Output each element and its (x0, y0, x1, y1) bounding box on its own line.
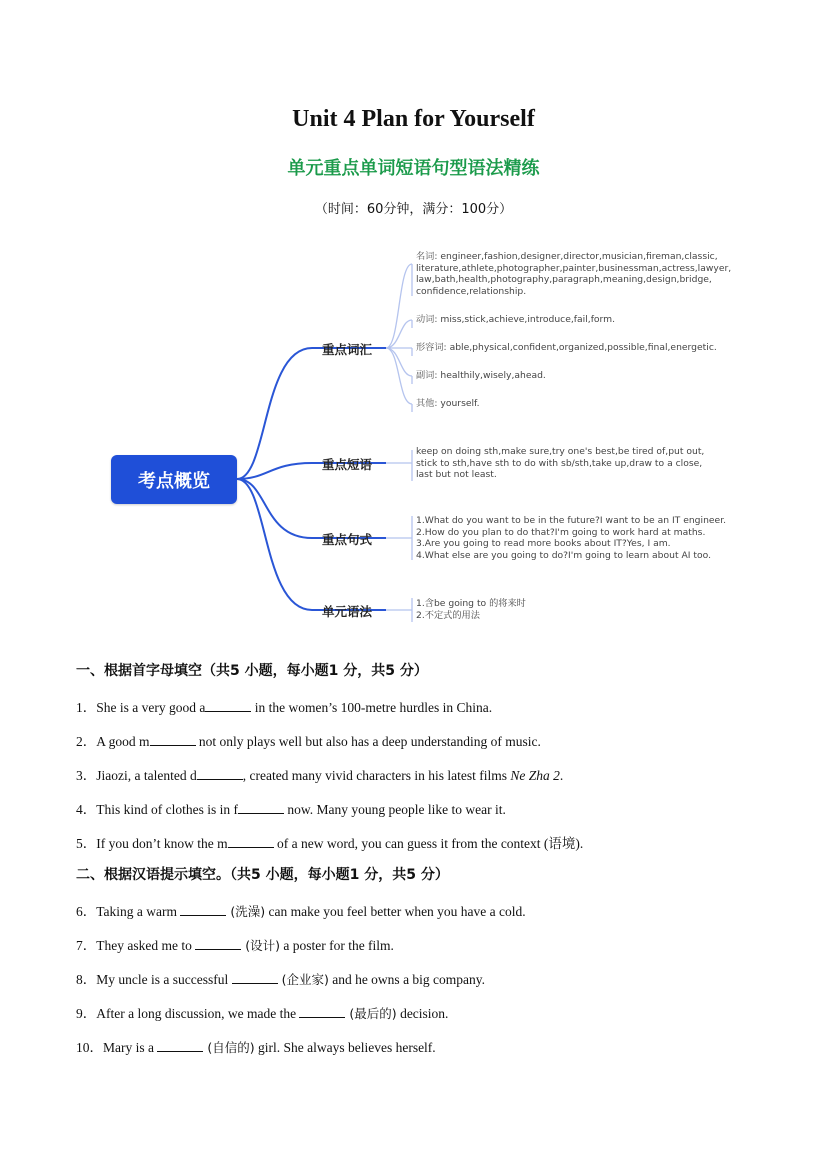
question-item (76, 934, 394, 954)
phrases-line: last but not least. (416, 469, 497, 481)
phrases-list (416, 446, 704, 481)
question-item (76, 832, 583, 852)
question-text: of a new word, you can guess it from the context (语境). (273, 836, 584, 851)
question-item (76, 798, 506, 818)
vocab-verbs-label: 动词: (416, 314, 438, 325)
category-phrases: 重点短语 (322, 457, 373, 472)
question-number: 10． (76, 1040, 103, 1055)
question-item (76, 696, 492, 716)
connector-vocab (237, 348, 312, 479)
question-number: 5． (76, 836, 97, 851)
answer-blank[interactable] (150, 733, 196, 746)
question-number: 2． (76, 734, 97, 749)
vocab-nouns (416, 251, 731, 297)
category-sentences: 重点句式 (322, 532, 373, 547)
question-item (76, 968, 485, 988)
vocab-others (416, 398, 480, 410)
question-text: not only plays well but also has a deep understanding of music. (195, 734, 541, 749)
answer-blank[interactable] (157, 1039, 203, 1052)
question-number: 9． (76, 1006, 97, 1021)
phrases-line: keep on doing sth,make sure,try one's best,be tired of,put out, (416, 446, 705, 457)
question-text: A good m (96, 734, 150, 749)
question-item (76, 900, 526, 920)
question-text: . (559, 768, 564, 783)
question-text: She is a very good a (96, 700, 206, 715)
question-text: This kind of clothes is in f (96, 802, 238, 817)
mind-map-connectors (0, 236, 827, 646)
question-text: and he owns a big company. (328, 972, 486, 987)
question-text: If you don’t know the m (96, 836, 228, 851)
question-number: 7． (76, 938, 97, 953)
answer-blank[interactable] (232, 971, 278, 984)
page-subtitle: 单元重点单词短语句型语法精练 (287, 158, 540, 179)
question-text: girl. She always believes herself. (254, 1040, 436, 1055)
question-item (76, 730, 541, 750)
mind-map (0, 236, 827, 646)
chinese-hint: (企业家) (277, 972, 329, 987)
vocab-adjectives (416, 342, 717, 354)
section-heading: 一、根据首字母填空（共5 小题，每小题1 分，共5 分） (76, 663, 428, 679)
vocab-nouns-label: 名词: (416, 251, 438, 262)
answer-blank[interactable] (299, 1005, 345, 1018)
question-number: 6． (76, 904, 97, 919)
question-text: Taking a warm (96, 904, 181, 919)
page-title: Unit 4 Plan for Yourself (292, 106, 535, 132)
question-text: Jiaozi, a talented d (96, 768, 197, 783)
answer-blank[interactable] (228, 835, 274, 848)
vocab-nouns-line: engineer,fashion,designer,director,musician,fireman,classic, (440, 251, 718, 262)
vocab-adverbs (416, 370, 546, 382)
vocab-adjectives-label: 形容词: (416, 342, 447, 353)
question-text: now. Many young people like to wear it. (284, 802, 506, 817)
question-text: After a long discussion, we made the (96, 1006, 300, 1021)
chinese-hint: (自信的) (203, 1040, 255, 1055)
question-number: 4． (76, 802, 97, 817)
vocab-nouns-line: law,bath,health,photography,paragraph,meaning,design,bridge, (416, 274, 712, 286)
answer-blank[interactable] (205, 699, 251, 712)
question-text: Mary is a (103, 1040, 158, 1055)
question-number: 3． (76, 768, 97, 783)
section-heading: 二、根据汉语提示填空。（共5 小题，每小题1 分，共5 分） (76, 867, 449, 883)
question-text: They asked me to (96, 938, 196, 953)
vocab-adjectives-line: able,physical,confident,organized,possible,final,energetic. (449, 342, 717, 353)
question-number: 1． (76, 700, 97, 715)
chinese-hint: (洗澡) (226, 904, 266, 919)
category-grammar: 单元语法 (322, 604, 373, 619)
vocab-adverbs-line: healthily,wisely,ahead. (440, 370, 546, 381)
phrases-line: stick to sth,have sth to do with sb/sth,take up,draw to a close, (416, 457, 703, 469)
vocab-verbs-line: miss,stick,achieve,introduce,fail,form. (440, 314, 616, 325)
vocab-others-label: 其他: (416, 398, 438, 409)
grammar-line: 1.含be going to 的将来时 (416, 598, 526, 609)
question-text: decision. (396, 1006, 449, 1021)
question-text: can make you feel better when you have a cold. (265, 904, 526, 919)
answer-blank[interactable] (195, 937, 241, 950)
vocab-adverbs-label: 副词: (416, 370, 438, 381)
mind-map-root: 考点概览 (111, 455, 237, 504)
vocab-others-line: yourself. (440, 398, 480, 409)
sentence-line: 3.Are you going to read more books about IT?Yes, I am. (416, 538, 671, 550)
vocab-nouns-line: literature,athlete,photographer,painter,businessman,actress,lawyer, (416, 262, 732, 274)
question-item (76, 1002, 448, 1022)
question-number: 8． (76, 972, 97, 987)
connector-grammar (237, 479, 312, 610)
grammar-list (416, 598, 526, 621)
question-item (76, 764, 563, 784)
category-vocab: 重点词汇 (322, 342, 373, 357)
sentence-line: 4.What else are you going to do?I'm going to learn about AI too. (416, 549, 711, 561)
question-text: a poster for the film. (279, 938, 394, 953)
chinese-hint: (最后的) (345, 1006, 397, 1021)
sentence-line: 2.How do you plan to do that?I'm going to work hard at maths. (416, 526, 706, 538)
grammar-line: 2.不定式的用法 (416, 609, 480, 621)
question-text: My uncle is a successful (96, 972, 232, 987)
question-item (76, 1036, 436, 1056)
film-title: Ne Zha 2 (510, 768, 560, 783)
sentences-list (416, 515, 726, 561)
answer-blank[interactable] (238, 801, 284, 814)
vocab-nouns-line: confidence,relationship. (416, 285, 527, 297)
sentence-line: 1.What do you want to be in the future?I want to be an IT engineer. (416, 515, 727, 526)
question-text: , created many vivid characters in his latest films (242, 768, 511, 783)
chinese-hint: (设计) (241, 938, 280, 953)
answer-blank[interactable] (197, 767, 243, 780)
vocab-verbs (416, 314, 615, 326)
answer-blank[interactable] (180, 903, 226, 916)
time-info: （时间：60分钟，满分：100分） (314, 202, 513, 217)
question-text: in the women’s 100-metre hurdles in China. (251, 700, 493, 715)
